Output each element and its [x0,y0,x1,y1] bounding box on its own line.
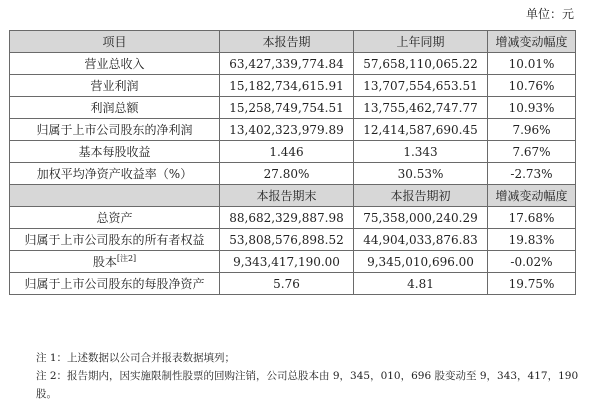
table-cell: 13,755,462,747.77 [354,97,488,119]
header-cell: 增减变动幅度 [488,31,576,53]
row-label: 总资产 [10,207,220,229]
table-cell: 13,402,323,979.89 [220,119,354,141]
table-cell: 12,414,587,690.45 [354,119,488,141]
financial-summary-table [9,30,576,295]
table-cell: 15,258,749,754.51 [220,97,354,119]
table-cell: 19.83% [488,229,576,251]
header-cell: 增减变动幅度 [488,185,576,207]
table-cell: 10.93% [488,97,576,119]
table-cell: 5.76 [220,273,354,295]
table-row [10,53,576,75]
table-cell: 1.343 [354,141,488,163]
header-cell: 本报告期末 [220,185,354,207]
row-label: 基本每股收益 [10,141,220,163]
table-cell: 75,358,000,240.29 [354,207,488,229]
row-label: 归属于上市公司股东的所有者权益 [10,229,220,251]
table-row [10,207,576,229]
table-cell: 9,343,417,190.00 [220,251,354,273]
row-label: 营业利润 [10,75,220,97]
table-cell: -0.02% [488,251,576,273]
table-cell: 88,682,329,887.98 [220,207,354,229]
row-label [10,251,220,273]
table-cell: 13,707,554,653.51 [354,75,488,97]
table-row [10,163,576,185]
header-cell: 本报告期初 [354,185,488,207]
table-cell: 10.01% [488,53,576,75]
table-subheader-row [10,185,576,207]
table-cell: 10.76% [488,75,576,97]
table-cell: 57,658,110,065.22 [354,53,488,75]
table-cell: 19.75% [488,273,576,295]
footnote-2: 注 2：报告期内，因实施限制性股票的回购注销，公司总股本由 9，345，010，696 股变动至 9，343，417，190 [36,370,579,382]
table-row [10,251,576,273]
header-cell [10,185,220,207]
table-cell: 4.81 [354,273,488,295]
footnotes [36,349,581,403]
footnote-2-continued: 股。 [36,388,57,400]
table-cell: 63,427,339,774.84 [220,53,354,75]
row-label: 归属于上市公司股东的每股净资产 [10,273,220,295]
note-reference-mark: [注2] [116,254,137,263]
table-row [10,141,576,163]
share-capital-label: 股本 [92,255,117,269]
table-cell: -2.73% [488,163,576,185]
table-header-row [10,31,576,53]
footnote-1: 注 1：上述数据以公司合并报表数据填列； [36,352,236,364]
table-cell: 7.96% [488,119,576,141]
row-label: 加权平均净资产收益率（%） [10,163,220,185]
table-row [10,119,576,141]
row-label: 利润总额 [10,97,220,119]
table-cell: 15,182,734,615.91 [220,75,354,97]
header-cell: 项目 [10,31,220,53]
table-row [10,75,576,97]
row-label: 归属于上市公司股东的净利润 [10,119,220,141]
row-label: 营业总收入 [10,53,220,75]
table-cell: 27.80% [220,163,354,185]
unit-label: 单位：元 [525,7,574,21]
header-cell: 上年同期 [354,31,488,53]
header-cell: 本报告期 [220,31,354,53]
table-cell: 7.67% [488,141,576,163]
table-row [10,229,576,251]
table-cell: 9,345,010,696.00 [354,251,488,273]
table-row [10,97,576,119]
table-cell: 30.53% [354,163,488,185]
table-cell: 44,904,033,876.83 [354,229,488,251]
table-cell: 53,808,576,898.52 [220,229,354,251]
table-cell: 17.68% [488,207,576,229]
table-cell: 1.446 [220,141,354,163]
table-row [10,273,576,295]
